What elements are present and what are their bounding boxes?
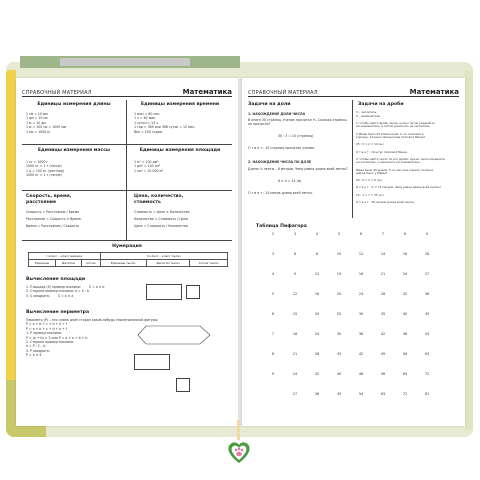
hexagon-figure <box>136 325 212 345</box>
pythagoras-cell: 4 <box>271 272 275 276</box>
pythagoras-cell: 48 <box>358 372 364 376</box>
pythagoras-cell: 35 <box>380 312 386 316</box>
pythagoras-cell: 8 <box>315 252 319 256</box>
pythagoras-cell: 7 <box>271 332 275 336</box>
pythagoras-cell: 30 <box>336 332 342 336</box>
pythagoras-cell: 40 <box>336 372 342 376</box>
paw-heart-icon <box>224 436 254 466</box>
area-calc-title: Вычисление площади <box>26 277 86 282</box>
shares-answer-2: О т в е т : 24 метра длина всей ленты. <box>248 191 314 195</box>
pythagoras-cell: 8 <box>403 232 407 236</box>
pythagoras-cell: 8 <box>271 352 275 356</box>
cover-right-edge <box>465 70 473 430</box>
pythagoras-table <box>264 232 454 412</box>
pythagoras-cell: 63 <box>424 352 430 356</box>
left-page-header <box>22 84 232 97</box>
numeration-class-2: II класс – класс тысяч <box>100 253 227 260</box>
pythagoras-cell: 24 <box>358 292 364 296</box>
pythagoras-cell: 36 <box>424 292 430 296</box>
pythagoras-cell: 5 <box>271 292 275 296</box>
numeration-cell: Единицы тысяч <box>100 260 146 267</box>
time-title: Единицы измерения времени <box>140 102 220 107</box>
pythagoras-cell: 81 <box>424 392 430 396</box>
pythagoras-cell: 72 <box>424 372 430 376</box>
pythagoras-cell: 6 <box>271 312 275 316</box>
pythagoras-cell: 48 <box>402 332 408 336</box>
pythagoras-cell: 6 <box>293 252 297 256</box>
area-lines: 1 м² = 100 дм² 1 дм² = 100 см² 1 км² = 10 000 м² <box>134 160 164 173</box>
pythagoras-cell: 9 <box>293 272 297 276</box>
fractions-title: Задачи на дроби <box>358 102 404 107</box>
numeration-cell: Единицы <box>29 260 56 267</box>
left-header-big: Математика <box>182 88 232 96</box>
right-page <box>242 78 465 426</box>
pythagoras-cell: 28 <box>380 292 386 296</box>
numeration-cell: Сотни <box>81 260 100 267</box>
square-figure-2 <box>176 378 190 392</box>
pythagoras-cell: 25 <box>336 312 342 316</box>
pythagoras-cell: 9 <box>425 232 429 236</box>
pythagoras-cell: 56 <box>380 372 386 376</box>
pythagoras-cell: 18 <box>358 272 364 276</box>
shares-sub-1: 1. НАХОЖДЕНИЕ ДОЛИ ЧИСЛА <box>248 112 306 116</box>
pythagoras-cell: 15 <box>336 272 342 276</box>
cover-top-strip-gray <box>60 58 190 66</box>
right-page-header <box>248 84 459 97</box>
pythagoras-cell: 24 <box>402 272 408 276</box>
pythagoras-cell: 18 <box>292 332 298 336</box>
mass-title: Единицы измерения массы <box>37 148 111 153</box>
shares-sub-2: 2. НАХОЖДЕНИЕ ЧИСЛА ПО ДОЛЕ <box>248 160 312 164</box>
numeration-cell: Десятки тысяч <box>146 260 190 267</box>
pythagoras-cell: 20 <box>336 292 342 296</box>
pythagoras-cell: 36 <box>314 392 320 396</box>
shares-text-1: В книге 30 страниц. Ученик прочитал ⅓. Сколько страниц он прочитал? <box>248 118 347 127</box>
pythagoras-cell: 54 <box>358 392 364 396</box>
right-header-big: Математика <box>409 88 459 96</box>
length-lines: 1 см = 10 мм 1 дм = 10 см 1 м = 10 дм 1 м = 100 см = 1000 мм 1 км = 1000 м <box>26 112 67 134</box>
left-header-small: СПРАВОЧНЫЙ МАТЕРИАЛ <box>22 90 92 96</box>
pythagoras-title: Таблица Пифагора <box>256 224 307 229</box>
perimeter-lines: Периметр (P) – это сумма длин сторон какой-нибудь геометрической фигуры: P = a + b + c + d + e + f P = a + b + c + d + e + f 1. P прямоугольника: P = (a + b) × 2 или P = a + a + b + b 2. Сторона прямоугольника: a = P : 2 – b 3. P квадрата: P = a × 4 <box>26 318 159 358</box>
pythagoras-cell: 7 <box>381 232 385 236</box>
numeration-title: Нумерация <box>112 244 142 249</box>
pythagoras-cell: 63 <box>380 392 386 396</box>
price-lines: Стоимость = Цена × Количество Количество = Стоимость / Цена Цена = Стоимость / Количество <box>134 210 190 228</box>
pythagoras-cell: 27 <box>292 392 298 396</box>
shares-text-2: Длина ¼ ленты – 6 метров. Чему равна длина всей ленты? <box>248 167 348 171</box>
left-divider-2 <box>22 190 232 191</box>
shares-calc-1: 30 : 3 = 10 (страниц) <box>278 134 314 138</box>
pythagoras-cell: 12 <box>358 252 364 256</box>
pythagoras-cell: 16 <box>314 292 320 296</box>
pythagoras-cell: 12 <box>292 292 298 296</box>
pythagoras-cell: 3 <box>293 232 297 236</box>
shares-calc-2: 6 × 4 = 24 (м) <box>278 179 302 183</box>
cover-left-edge <box>6 70 16 430</box>
pythagoras-cell: 36 <box>358 332 364 336</box>
numeration-cell: Десятки <box>56 260 81 267</box>
pythagoras-cell: 15 <box>292 312 298 316</box>
pythagoras-cell: 24 <box>314 332 320 336</box>
pythagoras-cell: 32 <box>314 372 320 376</box>
pythagoras-cell: 18 <box>424 252 430 256</box>
speed-title: Скорость, время, расстояние <box>26 194 72 205</box>
pythagoras-cell: 6 <box>359 232 363 236</box>
pythagoras-cell: 42 <box>358 352 364 356</box>
numeration-cell: Сотни тысяч <box>190 260 228 267</box>
fractions-lines: 3 – числитель 5 – знаменатель 1. Чтобы найти дробь числа, нужно число разделить на знаменатель, а потом умножить на числитель. У Миши было 25 апельсинов. ⅗ он положил в корзину. Сколько апельсинов положил Миша? 25 : 5 × 2 = 10 (ш.) О т в е т : 10 штук положил Миша. 2. Чтобы найти число по его дроби, нужно число разделить на числитель, и умножить на знаменатель. Мама было 20 шаров. ⅘ из них она отдала. Сколько шаров было у Мамы? 20 : 5 × 2 = 8 (ш.) О т в е т : ⅘ = 15 метров. Чему равна длина всей ленты? 15 : 3 × 7 = 35 (м.) О т в е т : 35 метров длина всей ленты. <box>356 110 446 204</box>
speed-lines: Скорость = Расстояние / Время Расстояние = Скорость × Время Время = Расстояние / Скорость <box>26 210 81 228</box>
pythagoras-cell: 49 <box>380 352 386 356</box>
pythagoras-cell: 4 <box>315 232 319 236</box>
time-lines: 1 мин = 60 сек. 1 ч = 60 мин. 1 сутки = 24 ч. 1 год = 365 или 366 суток = 12 мес. Век = 100 годам <box>134 112 196 134</box>
pythagoras-cell: 64 <box>402 372 408 376</box>
pythagoras-cell: 20 <box>314 312 320 316</box>
pythagoras-cell: 10 <box>336 252 342 256</box>
pythagoras-cell: 2 <box>271 232 275 236</box>
pythagoras-cell: 45 <box>336 392 342 396</box>
left-divider-1 <box>22 144 232 145</box>
pythagoras-cell: 40 <box>402 312 408 316</box>
shares-title: Задачи на доли <box>248 102 291 107</box>
rectangle-figure-2 <box>134 354 170 370</box>
pythagoras-cell: 24 <box>292 372 298 376</box>
area-calc-lines: 1. Площадь (S) прямоугольника: S = a × b 2. Сторона прямоугольника: a = S : b 3. S квадрата: S = a × a <box>26 285 105 298</box>
pythagoras-cell: 14 <box>380 252 386 256</box>
pythagoras-cell: 42 <box>380 332 386 336</box>
length-title: Единицы измерения длины <box>37 102 111 107</box>
left-vertical-divider <box>126 100 127 240</box>
pythagoras-cell: 45 <box>424 312 430 316</box>
pythagoras-cell: 5 <box>337 232 341 236</box>
mass-lines: 1 кг = 1000 г 1000 кг = 1 т (тонна) 1 ц = 100 кг (центнер) 1000 кг = 1 т (тонна) <box>26 160 65 178</box>
pythagoras-cell: 16 <box>402 252 408 256</box>
shares-answer-1: О т в е т : 10 страниц прочитал ученик. <box>248 146 315 150</box>
perimeter-title: Вычисление периметра <box>26 310 90 315</box>
rectangle-figure <box>146 284 182 300</box>
pythagoras-cell: 30 <box>358 312 364 316</box>
left-page <box>16 78 238 426</box>
pythagoras-cell: 56 <box>402 352 408 356</box>
pythagoras-cell: 54 <box>424 332 430 336</box>
pythagoras-cell: 27 <box>424 272 430 276</box>
numeration-class-1: I класс – класс единиц <box>29 253 101 260</box>
pythagoras-cell: 35 <box>336 352 342 356</box>
numeration-table <box>28 252 228 267</box>
left-divider-3 <box>22 240 232 241</box>
pythagoras-cell: 9 <box>271 372 275 376</box>
pythagoras-cell: 12 <box>314 272 320 276</box>
pythagoras-cell: 21 <box>292 352 298 356</box>
pythagoras-cell: 21 <box>380 272 386 276</box>
pythagoras-cell: 32 <box>402 292 408 296</box>
pythagoras-cell: 28 <box>314 352 320 356</box>
pythagoras-cell: 72 <box>402 392 408 396</box>
pythagoras-cell: 3 <box>271 252 275 256</box>
right-vertical-divider <box>352 100 353 218</box>
price-title: Цена, количество, стоимость <box>134 194 184 205</box>
square-figure <box>186 285 200 299</box>
right-header-small: СПРАВОЧНЫЙ МАТЕРИАЛ <box>248 90 318 96</box>
area-title: Единицы измерения площади <box>139 148 221 153</box>
